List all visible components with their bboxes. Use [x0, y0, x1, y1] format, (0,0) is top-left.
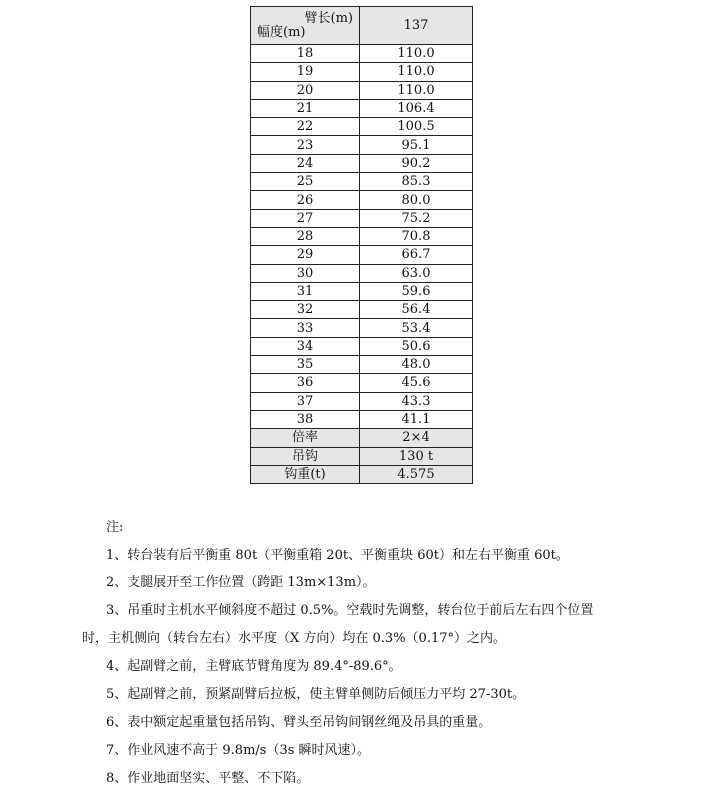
radius-label: 幅度(m)	[257, 25, 306, 40]
load-cell: 80.0	[360, 191, 473, 209]
summary-row	[251, 447, 473, 465]
load-cell: 90.2	[360, 154, 473, 172]
radius-cell: 35	[251, 356, 360, 374]
table-row	[251, 356, 473, 374]
table-row	[251, 81, 473, 99]
table-row	[251, 45, 473, 63]
note-item-continuation: 时，主机侧向（转台左右）水平度（X 方向）均在 0.3%（0.17°）之内。	[82, 631, 506, 646]
radius-cell: 20	[251, 81, 360, 99]
table-row	[251, 63, 473, 81]
table-row	[251, 337, 473, 355]
note-item: 3、吊重时主机水平倾斜度不超过 0.5%。空载时先调整，转台位于前后左右四个位置	[106, 603, 594, 618]
radius-cell: 24	[251, 154, 360, 172]
boom-length-value: 137	[360, 7, 473, 45]
load-cell: 106.4	[360, 99, 473, 117]
load-cell: 95.1	[360, 136, 473, 154]
radius-cell: 38	[251, 410, 360, 428]
summary-value: 2×4	[360, 429, 473, 447]
table-row	[251, 191, 473, 209]
load-cell: 41.1	[360, 410, 473, 428]
load-cell: 85.3	[360, 173, 473, 191]
summary-value: 130 t	[360, 447, 473, 465]
radius-cell: 37	[251, 392, 360, 410]
load-cell: 43.3	[360, 392, 473, 410]
load-cell: 59.6	[360, 282, 473, 300]
note-item: 6、表中额定起重量包括吊钩、臂头至吊钩间钢丝绳及吊具的重量。	[106, 715, 492, 730]
table-header-row	[251, 7, 473, 45]
load-cell: 110.0	[360, 63, 473, 81]
table-row	[251, 173, 473, 191]
table-row	[251, 319, 473, 337]
radius-cell: 28	[251, 227, 360, 245]
load-cell: 63.0	[360, 264, 473, 282]
radius-cell: 19	[251, 63, 360, 81]
summary-label: 钩重(t)	[251, 465, 360, 483]
summary-row	[251, 429, 473, 447]
diagonal-header-cell	[251, 7, 360, 45]
summary-value: 4.575	[360, 465, 473, 483]
radius-cell: 23	[251, 136, 360, 154]
table-row	[251, 118, 473, 136]
radius-cell: 33	[251, 319, 360, 337]
table-row	[251, 136, 473, 154]
load-cell: 45.6	[360, 374, 473, 392]
summary-label: 吊钩	[251, 447, 360, 465]
load-cell: 70.8	[360, 227, 473, 245]
note-item: 2、支腿展开至工作位置（跨距 13m×13m）。	[106, 575, 376, 590]
note-item: 7、作业风速不高于 9.8m/s（3s 瞬时风速）。	[106, 743, 371, 758]
radius-cell: 34	[251, 337, 360, 355]
note-item: 1、转台装有后平衡重 80t（平衡重箱 20t、平衡重块 60t）和左右平衡重 60t。	[106, 548, 569, 563]
load-cell: 100.5	[360, 118, 473, 136]
note-item: 5、起副臂之前，预紧副臂后拉板，使主臂单侧防后倾压力平均 27-30t。	[106, 687, 526, 702]
radius-cell: 32	[251, 301, 360, 319]
radius-cell: 21	[251, 99, 360, 117]
table-row	[251, 374, 473, 392]
summary-row	[251, 465, 473, 483]
radius-cell: 27	[251, 209, 360, 227]
table-row	[251, 154, 473, 172]
radius-cell: 26	[251, 191, 360, 209]
load-cell: 75.2	[360, 209, 473, 227]
load-cell: 110.0	[360, 81, 473, 99]
load-cell: 50.6	[360, 337, 473, 355]
table-row	[251, 227, 473, 245]
radius-cell: 18	[251, 45, 360, 63]
radius-cell: 31	[251, 282, 360, 300]
summary-label: 倍率	[251, 429, 360, 447]
load-cell: 56.4	[360, 301, 473, 319]
load-cell: 110.0	[360, 45, 473, 63]
radius-cell: 29	[251, 246, 360, 264]
radius-cell: 30	[251, 264, 360, 282]
load-cell: 66.7	[360, 246, 473, 264]
notes-title: 注:	[106, 520, 124, 535]
boom-length-label: 臂长(m)	[304, 11, 353, 26]
note-item: 8、作业地面坚实、平整、不下陷。	[106, 771, 310, 786]
table-row	[251, 264, 473, 282]
radius-cell: 36	[251, 374, 360, 392]
table-row	[251, 301, 473, 319]
table-row	[251, 246, 473, 264]
radius-cell: 25	[251, 173, 360, 191]
table-row	[251, 209, 473, 227]
table-row	[251, 99, 473, 117]
table-row	[251, 282, 473, 300]
load-chart-table	[250, 6, 473, 484]
load-cell: 48.0	[360, 356, 473, 374]
table-row	[251, 410, 473, 428]
radius-cell: 22	[251, 118, 360, 136]
note-item: 4、起副臂之前，主臂底节臂角度为 89.4°-89.6°。	[106, 659, 402, 674]
table-row	[251, 392, 473, 410]
load-cell: 53.4	[360, 319, 473, 337]
